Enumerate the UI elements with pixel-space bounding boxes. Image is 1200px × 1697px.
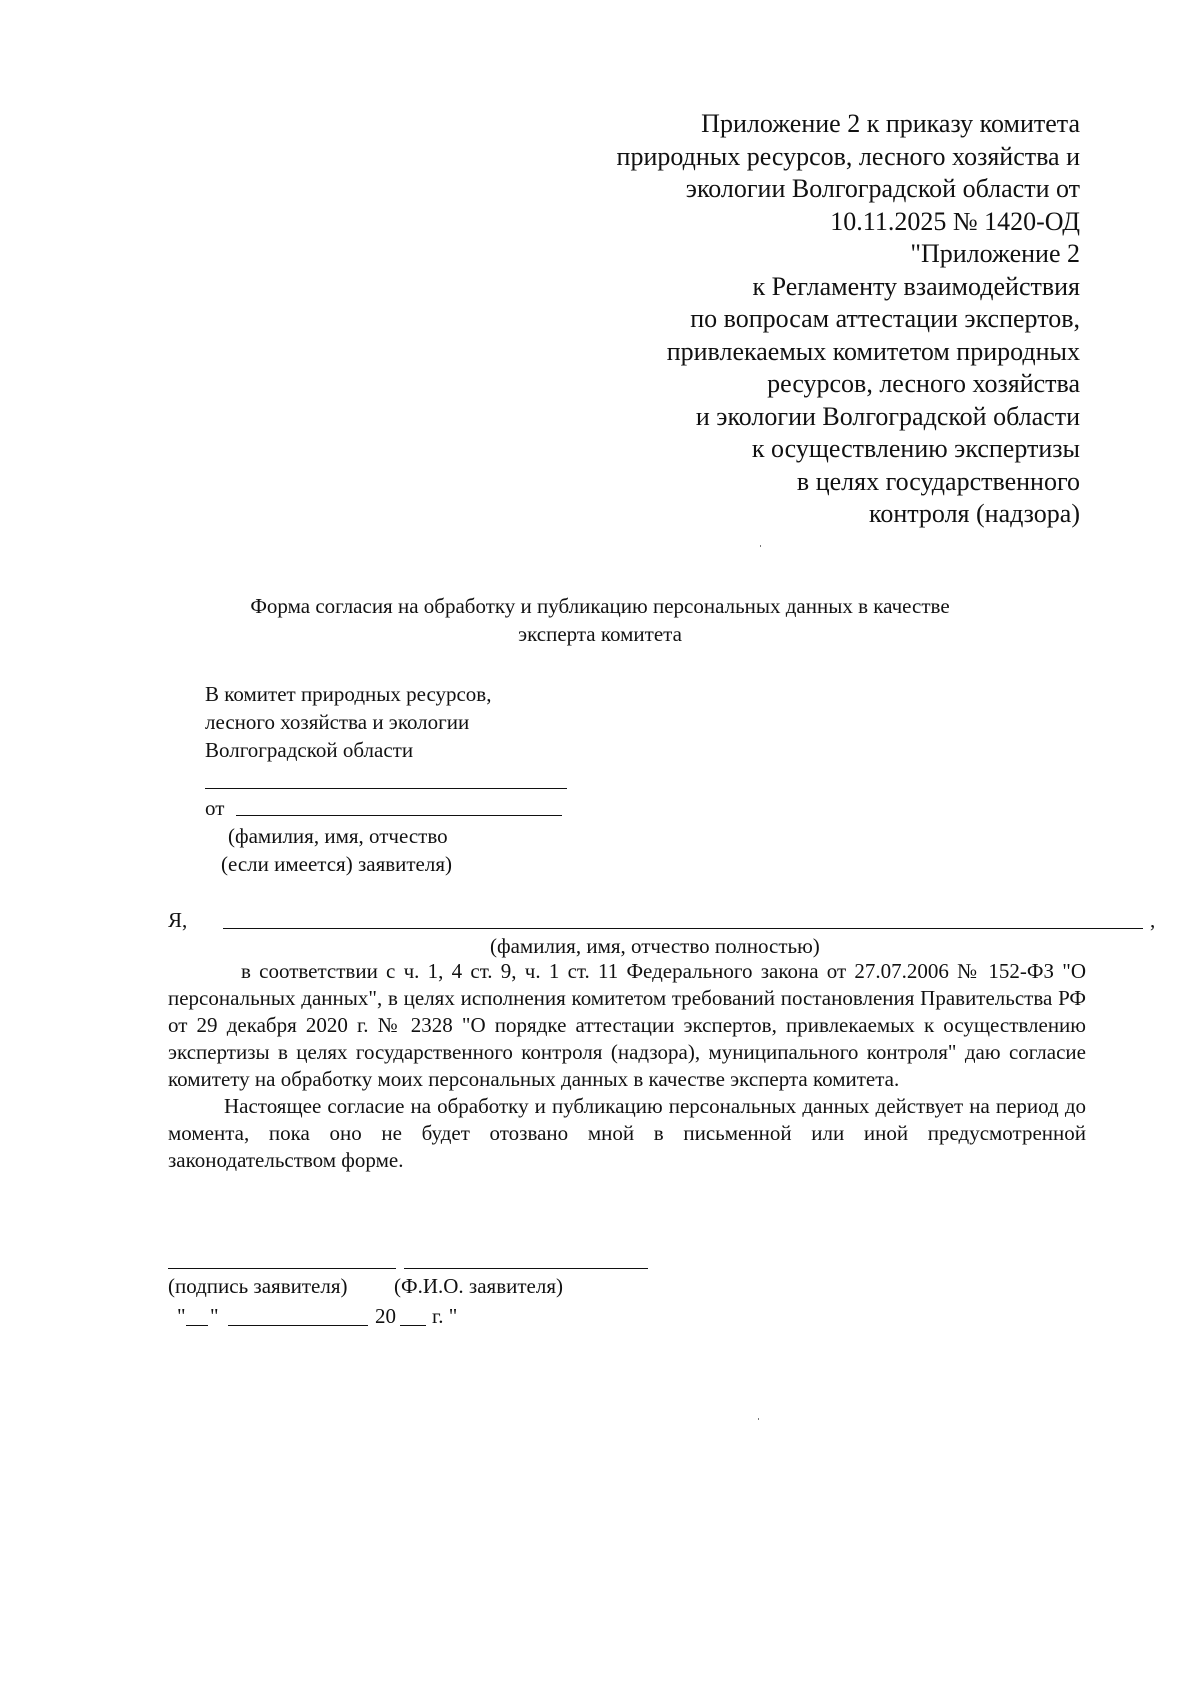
header-line: природных ресурсов, лесного хозяйства и (616, 141, 1080, 171)
form-title-line-1: Форма согласия на обработку и публикацию персональных данных в качестве (250, 594, 950, 618)
full-name-blank-line[interactable] (223, 928, 1143, 929)
consent-paragraph-2: Настоящее согласие на обработку и публикацию персональных данных действует на период до момента, пока оно не будет отозвано мной в письменной или иной предусмотренной законодательством форме. (168, 1094, 1086, 1172)
header-line: к Регламенту взаимодействия (752, 271, 1080, 301)
date-suffix: г. " (432, 1304, 458, 1328)
signer-name-caption: (Ф.И.О. заявителя) (394, 1274, 563, 1298)
header-line: и экологии Волгоградской области (695, 401, 1080, 431)
header-line: экологии Волгоградской области от (685, 174, 1080, 203)
signature-caption: (подпись заявителя) (168, 1274, 348, 1298)
header-line: 10.11.2025 № 1420-ОД (830, 206, 1080, 236)
appendix-header (480, 108, 1080, 531)
header-line: "Приложение 2 (910, 239, 1080, 268)
date-month-blank[interactable] (228, 1325, 368, 1326)
date-year-blank[interactable] (400, 1325, 426, 1326)
addressee-line-2: лесного хозяйства и экологии (205, 710, 470, 734)
applicant-suffix: , (1150, 908, 1156, 932)
addressee-line-1: В комитет природных ресурсов, (205, 682, 492, 706)
addressee-block (205, 680, 491, 764)
date-open-quote: " (177, 1304, 186, 1328)
consent-body (168, 958, 1086, 1174)
date-close-quote: " (210, 1304, 219, 1328)
header-line: Приложение 2 к приказу комитета (701, 109, 1080, 138)
header-line: в целях государственного (796, 466, 1080, 496)
applicant-name-blank-line[interactable] (236, 815, 562, 816)
signature-blank-line[interactable] (168, 1268, 396, 1269)
date-day-blank[interactable] (186, 1325, 208, 1326)
header-line: по вопросам аттестации экспертов, (690, 304, 1080, 333)
header-line: к осуществлению экспертизы (751, 434, 1080, 463)
date-year-prefix: 20 (375, 1304, 396, 1328)
full-name-caption: (фамилия, имя, отчество полностью) (490, 934, 820, 958)
applicant-prefix: Я, (168, 908, 188, 932)
header-line: привлекаемых комитетом природных (666, 336, 1080, 366)
form-title (150, 592, 1050, 648)
header-line: контроля (надзора) (869, 499, 1080, 528)
from-label: от (205, 796, 225, 820)
applicant-name-caption-2: (если имеется) заявителя) (221, 852, 453, 876)
form-title-line-2: эксперта комитета (518, 622, 682, 646)
addressee-line-3: Волгоградской области (205, 738, 414, 762)
signer-name-blank-line[interactable] (404, 1268, 648, 1269)
consent-paragraph-1: в соответствии с ч. 1, 4 ст. 9, ч. 1 ст. 11 Федерального закона от 27.07.2006 № 152-ФЗ "О персональных данных", в целях исполнения комитетом требований постановления Правительства РФ от 29 декабря 2020 г. № 2328 "О порядке аттестации экспертов, привлекаемых к осуществлению экспертизы в целях государственного контроля (надзора), муниципального контроля" даю согласие комитету на обработку моих персональных данных в качестве эксперта комитета. (168, 959, 1086, 1091)
header-line: ресурсов, лесного хозяйства (767, 369, 1080, 398)
scan-speck (760, 545, 761, 547)
applicant-name-caption: (фамилия, имя, отчество (228, 824, 448, 848)
addressee-blank-line[interactable] (205, 788, 567, 789)
scan-speck (758, 1418, 759, 1420)
